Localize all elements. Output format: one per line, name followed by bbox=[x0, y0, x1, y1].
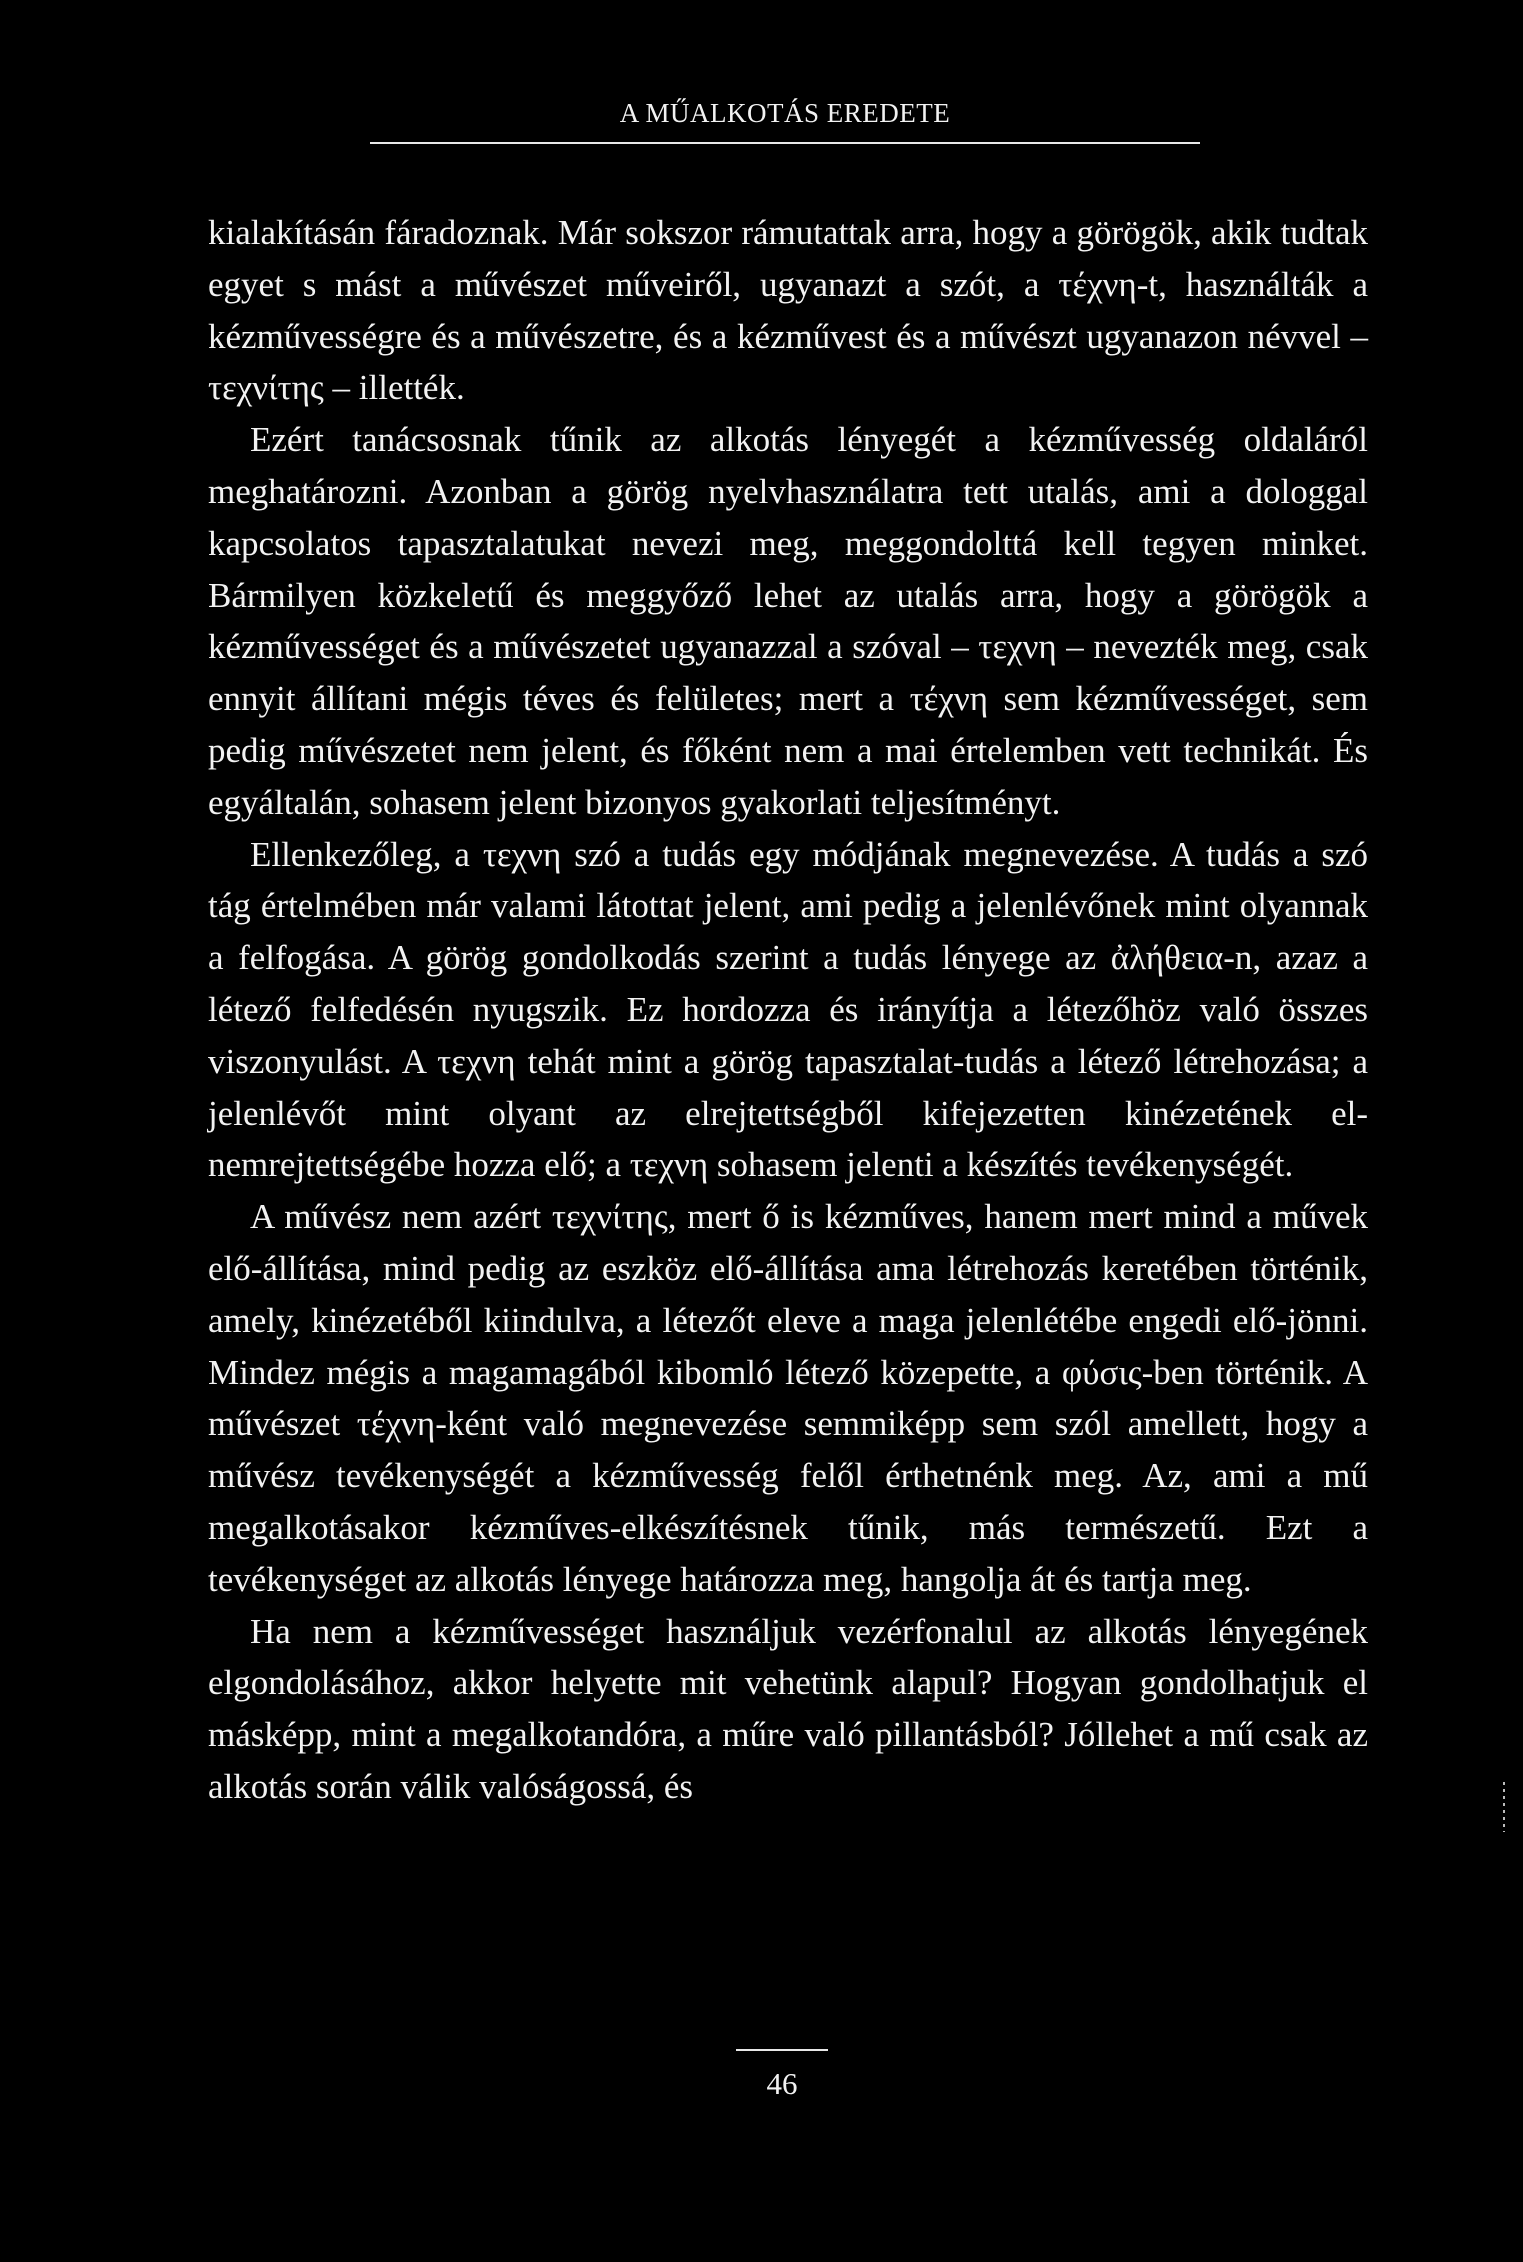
paragraph: Ezért tanácsosnak tűnik az alkotás lényegét a kézművesség oldaláról meghatározni. Azonban a görög nyelvhasználatra tett utalás, ami a dologgal kapcsolatos tapasztalatukat nevezi meg, meggondolttá kell tegyen minket. Bármilyen közkeletű és meggyőző lehet az utalás arra, hogy a görögök a kézművességet és a művészetet ugyanazzal a szóval – τεχνη – nevezték meg, csak ennyit állítani mégis téves és felületes; mert a τέχνη sem kézművességet, sem pedig művészetet nem jelent, és főként nem a mai értelemben vett technikát. És egyáltalán, sohasem jelent bizonyos gyakorlati teljesítményt. bbox=[208, 420, 1368, 822]
page-number: 46 bbox=[766, 2066, 798, 2101]
running-head: A MŰALKOTÁS EREDETE bbox=[619, 98, 951, 128]
scan-edge-mark bbox=[1503, 1782, 1505, 1832]
paragraph: Ellenkezőleg, a τεχνη szó a tudás egy módjának megnevezése. A tudás a szó tág értelmében már valami látottat jelent, ami pedig a jelenlévőnek mint olyannak a felfogása. A görög gondolkodás szerint a tudás lényege az ἀλήθεια-n, azaz a létező felfedésén nyugszik. Ez hordozza és irányítja a létezőhöz való összes viszonyulást. A τεχνη tehát mint a görög tapasztalat-tudás a létező létrehozása; a jelenlévőt mint olyant az elrejtettségből kifejezetten kinézetének el-nemrejtettségébe hozza elő; a τεχνη sohasem jelenti a készítés tevékenységét. bbox=[208, 834, 1368, 1185]
header-rule bbox=[370, 142, 1200, 144]
paragraph: kialakításán fáradoznak. Már sokszor rámutattak arra, hogy a görögök, akik tudtak egyet s mást a művészet műveiről, ugyanazt a szót, a τέχνη-t, használták a kézművességre és a művészetre, és a kézművest és a művészt ugyanazon névvel – τεχνίτης – illették. bbox=[208, 213, 1368, 408]
paragraph: A művész nem azért τεχνίτης, mert ő is kézműves, hanem mert mind a művek elő-állítása, mind pedig az eszköz elő-állítása ama létrehozás keretében történik, amely, kinézetéből kiindulva, a létezőt eleve a maga jelenlétébe engedi elő-jönni. Mindez mégis a magamagából kibomló létező közepette, a φύσις-ben történik. A művészet τέχνη-ként való megnevezése semmiképp sem szól amellett, hogy a művész tevékenységét a kézművesség felől érthetnénk meg. Az, ami a mű megalkotásakor kézműves-elkészítésnek tűnik, más természetű. Ezt a tevékenységet az alkotás lényege határozza meg, hangolja át és tartja meg. bbox=[208, 1197, 1368, 1599]
paragraph: Ha nem a kézművességet használjuk vezérfonalul az alkotás lényegének elgondolásához, akkor helyette mit vehetünk alapul? Hogyan gondolhatjuk el másképp, mint a megalkotandóra, a műre való pillantásból? Jóllehet a mű csak az alkotás során válik valóságossá, és bbox=[208, 1611, 1368, 1806]
body-text bbox=[208, 207, 1368, 1813]
footer-rule bbox=[736, 2049, 828, 2051]
